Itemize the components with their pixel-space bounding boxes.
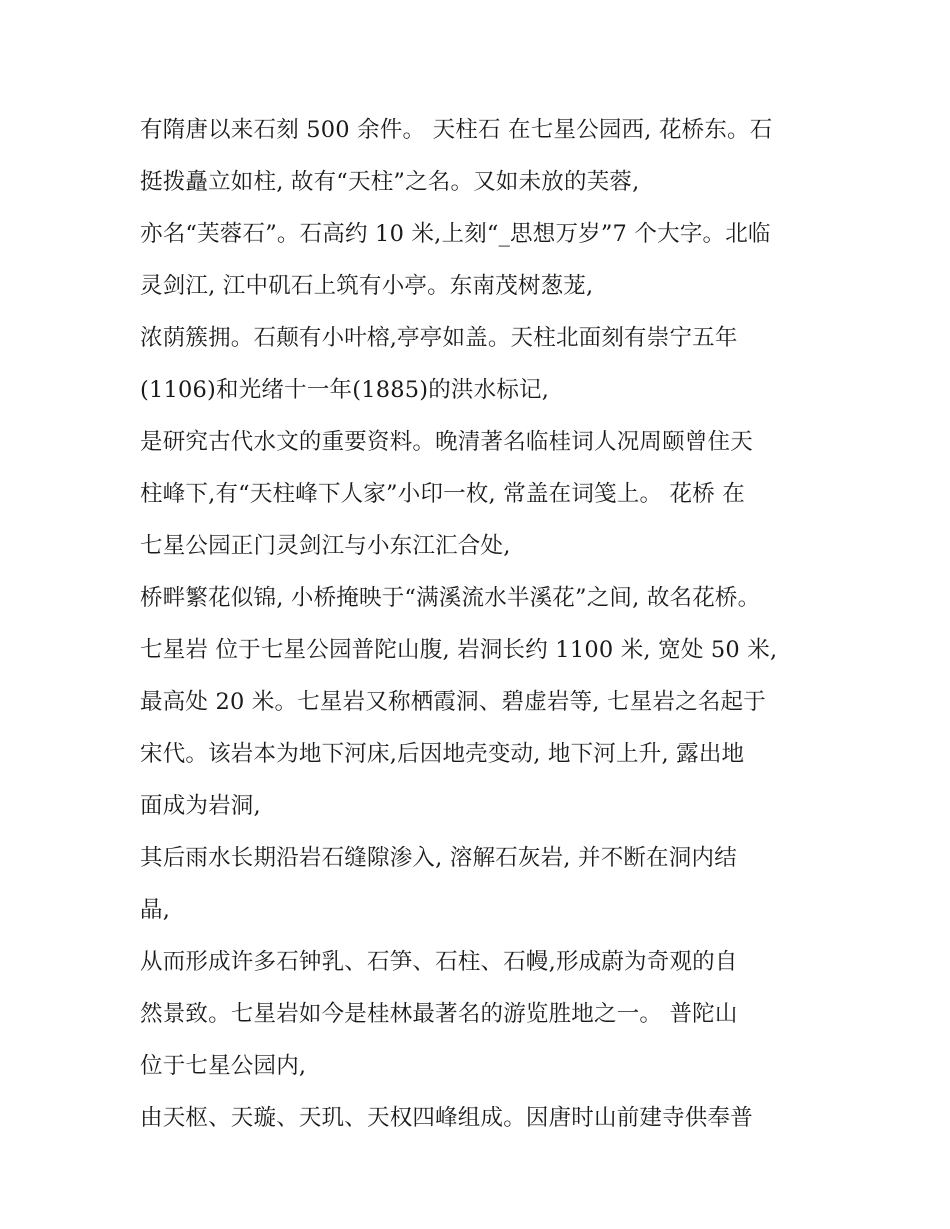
text-line: 晶,	[140, 897, 171, 923]
text-line: 最高处 20 米。七星岩又称栖霞洞、碧虚岩等, 七星岩之名起于	[140, 689, 766, 715]
text-line: 位于七星公园内,	[140, 1053, 307, 1079]
text-line: 是研究古代水文的重要资料。晚清著名临桂词人况周颐曾住天	[140, 429, 753, 455]
text-line: 挺拨矗立如柱, 故有“天柱”之名。又如未放的芙蓉,	[140, 169, 640, 195]
text-line: 亦名“芙蓉石”。石高约 10 米,上刻“_思想万岁”7 个大字。北临	[140, 221, 771, 247]
text-line: 由天枢、天璇、天玑、天权四峰组成。因唐时山前建寺供奉普	[140, 1105, 753, 1131]
text-line: 从而形成许多石钟乳、石笋、石柱、石幔,形成蔚为奇观的自	[140, 949, 738, 975]
text-line: 七星岩 位于七星公园普陀山腹, 岩洞长约 1100 米, 宽处 50 米,	[140, 637, 778, 663]
text-line: 有隋唐以来石刻 500 余件。 天柱石 在七星公园西, 花桥东。石	[140, 117, 773, 143]
text-line: 宋代。该岩本为地下河床,后因地壳变动, 地下河上升, 露出地	[140, 741, 745, 767]
text-line: (1106)和光绪十一年(1885)的洪水标记,	[140, 377, 550, 403]
text-line: 然景致。七星岩如今是桂林最著名的游览胜地之一。 普陀山	[140, 1001, 738, 1027]
text-line: 柱峰下,有“天柱峰下人家”小印一枚, 常盖在词笺上。 花桥 在	[140, 481, 745, 507]
body-text	[140, 109, 820, 1149]
text-line: 其后雨水长期沿岩石缝隙渗入, 溶解石灰岩, 并不断在洞内结	[140, 845, 737, 871]
text-line: 七星公园正门灵剑江与小东江汇合处,	[140, 533, 511, 559]
text-line: 浓荫簇拥。石颠有小叶榕,亭亭如盖。天柱北面刻有崇宁五年	[140, 325, 738, 351]
text-line: 面成为岩洞,	[140, 793, 261, 819]
text-line: 桥畔繁花似锦, 小桥掩映于“满溪流水半溪花”之间, 故名花桥。	[140, 585, 761, 611]
text-line: 灵剑江, 江中矶石上筑有小亭。东南茂树葱茏,	[140, 273, 594, 299]
